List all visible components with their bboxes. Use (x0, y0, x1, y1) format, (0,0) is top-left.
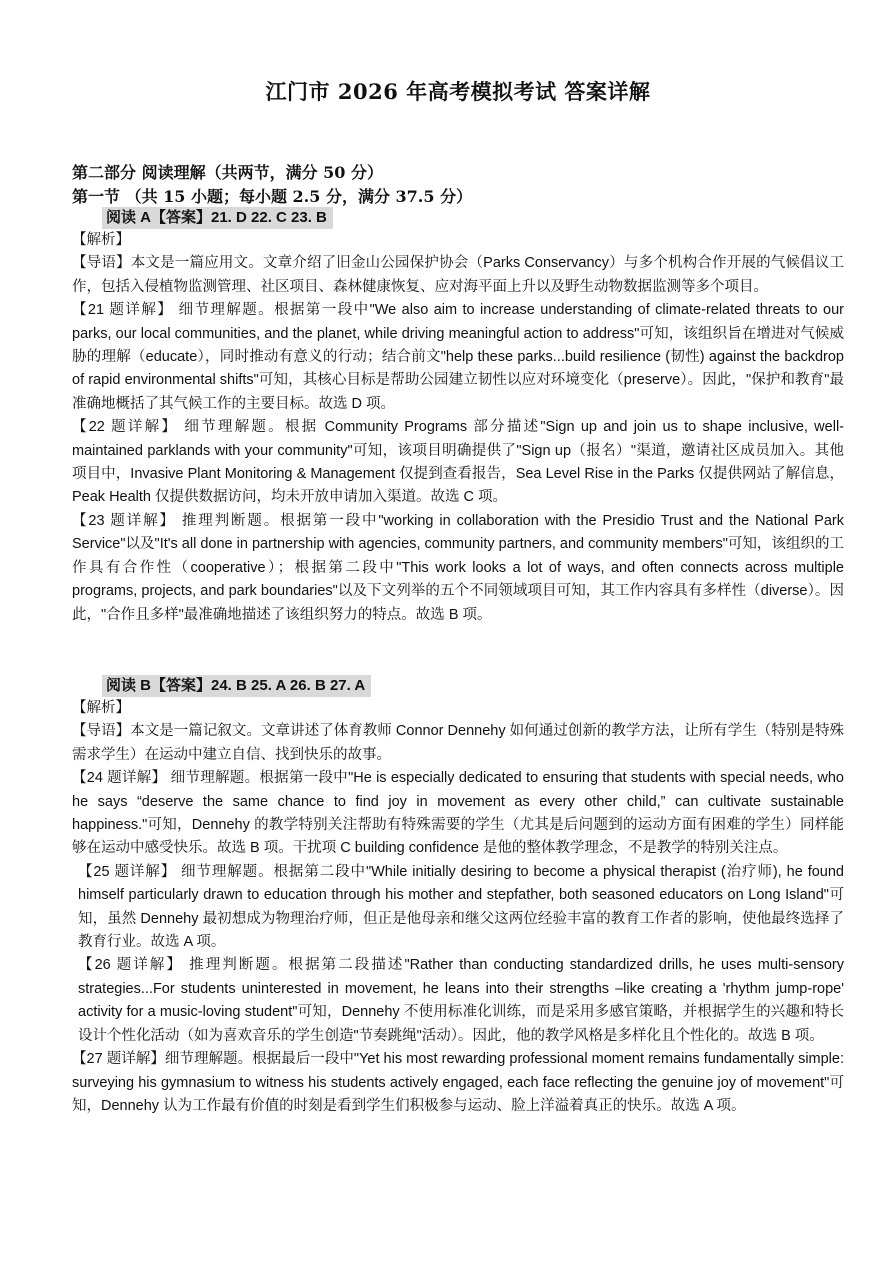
reading-a-intro: 【导语】本文是一篇应用文。文章介绍了旧金山公园保护协会（Parks Conservancy）与多个机构合作开展的气候倡议工作，包括入侵植物监测管理、社区项目、森林健康恢复、应对海平面上升以及野生动物数据监测等多个项目。 (72, 255, 844, 295)
question-25-explanation: 【25 题详解】 细节理解题。根据第二段中"While initially desiring to become a physical therapist (治疗师), he found himself particularly drawn to education through his mother and stepfather, both seasoned educators on Long Island"可知，虽然 Dennehy 最初想成为物理治疗师，但正是他母亲和继父这两位经验丰富的教育工作者的影响，使他最终选择了教育行业。故选 A 项。 (78, 863, 844, 951)
question-21-explanation: 【21 题详解】 细节理解题。根据第一段中"We also aim to increase understanding of climate-related threats to our parks, our local communities, and the planet, while driving meaningful action to address"可知，该组织旨在增进对气候威胁的理解（educate），同时推动有意义的行动；结合前文"help these parks...build resilience (韧性) against the backdrop of rapid environmental shifts"可知，其核心目标是帮助公园建立韧性以应对环境变化（preserve）。因此，"保护和教育"最准确地概括了其气候工作的主要目标。故选 D 项。 (72, 302, 844, 412)
reading-b-analysis (72, 697, 844, 1118)
question-27-explanation: 【27 题详解】细节理解题。根据最后一段中"Yet his most rewarding professional moment remains fundamentally simple: surveying his gymnasium to witness his students actively engaged, each face reflecting the genuine joy of movement"可知，Dennehy 认为工作最有价值的时刻是看到学生们积极参与运动、脸上洋溢着真正的快乐。故选 A 项。 (72, 1051, 844, 1114)
question-24-explanation: 【24 题详解】 细节理解题。根据第一段中"He is especially dedicated to ensuring that students with special needs, who he says “deserve the same chance to find joy in movement as every other child,” can cultivate sustainable happiness."可知，Dennehy 的教学特别关注帮助有特殊需要的学生（尤其是后问题到的运动方面有困难的学生）同样能够在运动中感受快乐。故选 B 项。干扰项 C building confidence 是他的整体教学理念，不是教学的特别关注点。 (72, 770, 844, 857)
reading-a-analysis-label: 【解析】 (72, 232, 130, 248)
reading-b-intro: 【导语】本文是一篇记叙文。文章讲述了体育教师 Connor Dennehy 如何通过创新的教学方法，让所有学生（特别是特殊需求学生）在运动中建立自信、找到快乐的故事。 (72, 723, 844, 763)
question-26-explanation: 【26 题详解】 推理判断题。根据第二段描述"Rather than conducting standardized drills, he uses multi-sensory strategies...For students uninterested in movement, he leans into their strengths –like creating a 'rhythm jump-rope' activity for a music-loving student"可知，Dennehy 不使用标准化训练，而是采用多感官策略，并根据学生的兴趣和特长设计个性化活动（如为喜欢音乐的学生创造"节奏跳绳"活动）。因此，他的教学风格是多样化且个性化的。故选 B 项。 (78, 957, 844, 1044)
section-heading: 第一节 （共 15 小题；每小题 2.5 分，满分 37.5 分） (72, 187, 473, 206)
reading-a-analysis (72, 229, 844, 627)
reading-b-answer-label: 阅读 B【答案】24. B 25. A 26. B 27. A (102, 675, 371, 697)
question-22-explanation: 【22 题详解】 细节理解题。根据 Community Programs 部分描述"Sign up and join us to shape inclusive, well-maintained parklands with your community"可知，该项目明确提供了"Sign up（报名）"渠道，邀请社区成员加入。其他项目中，Invasive Plant Monitoring & Management 仅提到查看报告，Sea Level Rise in the Parks 仅提供网站了解信息，Peak Health 仅提供数据访问，均未开放申请加入渠道。故选 C 项。 (72, 419, 844, 506)
reading-b-analysis-label: 【解析】 (72, 700, 130, 716)
reading-a-answer-label: 阅读 A【答案】21. D 22. C 23. B (102, 207, 333, 229)
document-title: 江门市 2026 年高考模拟考试 答案详解 (265, 79, 651, 104)
part-heading: 第二部分 阅读理解（共两节，满分 50 分） (72, 163, 383, 182)
question-23-explanation: 【23 题详解】 推理判断题。根据第一段中"working in collaboration with the Presidio Trust and the National Park Service"以及"It's all done in partnership with agencies, community partners, and community members"可知，该组织的工作具有合作性（cooperative）；根据第二段中"This work looks a lot of ways, and often connects across multiple programs, projects, and park boundaries"以及下文列举的五个不同领域项目可知，其工作内容具有多样性（diverse）。因此，"合作且多样"最准确地描述了该组织努力的特点。故选 B 项。 (72, 512, 844, 623)
